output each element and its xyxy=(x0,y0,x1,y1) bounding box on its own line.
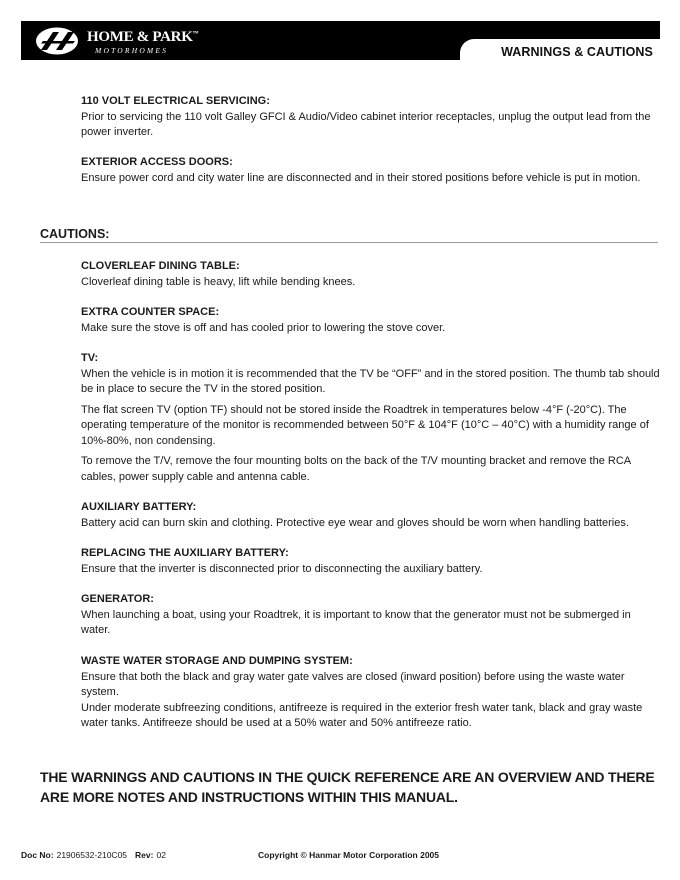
caution-auxiliary-battery xyxy=(81,500,661,531)
caution-dining-table xyxy=(81,259,661,290)
warning-title: 110 VOLT ELECTRICAL SERVICING: xyxy=(81,95,270,107)
warning-text: Ensure power cord and city water line are disconnected and in their stored positions before vehicle is put in motion. xyxy=(81,171,641,184)
cautions-heading: CAUTIONS: xyxy=(40,227,658,243)
caution-text: When the vehicle is in motion it is recommended that the TV be “OFF” and in the stored position. The thumb tab should be in place to secure the TV in the stored position. xyxy=(81,367,660,395)
revision-number: 02 xyxy=(156,850,166,860)
caution-title: GENERATOR: xyxy=(81,593,154,605)
caution-text: Cloverleaf dining table is heavy, lift while bending knees. xyxy=(81,275,356,288)
caution-generator xyxy=(81,592,661,639)
caution-text: Under moderate subfreezing conditions, antifreeze is required in the exterior fresh water tank, black and gray waste water tanks. Antifreeze should be used at a 50% water and 50% antifreeze ratio. xyxy=(81,701,643,729)
caution-title: TV: xyxy=(81,352,99,364)
caution-waste-water xyxy=(81,654,661,732)
caution-title: AUXILIARY BATTERY: xyxy=(81,501,197,513)
caution-tv xyxy=(81,351,661,485)
brand-subtitle: MOTORHOMES xyxy=(95,46,169,55)
copyright-notice: Copyright © Hanmar Motor Corporation 2005 xyxy=(258,850,440,860)
caution-replacing-battery xyxy=(81,546,661,577)
warning-electrical xyxy=(81,94,661,141)
caution-title: WASTE WATER STORAGE AND DUMPING SYSTEM: xyxy=(81,655,353,667)
caution-text: When launching a boat, using your Roadtrek, it is important to know that the generator must not be submerged in water. xyxy=(81,608,631,636)
caution-title: REPLACING THE AUXILIARY BATTERY: xyxy=(81,547,289,559)
brand-logo xyxy=(35,26,205,56)
section-title: WARNINGS & CAUTIONS xyxy=(501,45,653,59)
revision-label: Rev: xyxy=(135,850,154,860)
caution-text: The flat screen TV (option TF) should not be stored inside the Roadtrek in temperatures below -4°F (-20°C). The operating temperature of the monitor is recommended between 50°F & 104°F (10°C – 40°C) with a humidity range of 10%-80%, non condensing. xyxy=(81,403,649,447)
doc-number-label: Doc No: xyxy=(21,850,54,860)
doc-number: 21906532-210C05 xyxy=(56,850,128,860)
brand-emblem-icon xyxy=(35,26,83,56)
caution-text: To remove the T/V, remove the four mounting bolts on the back of the T/V mounting bracket and remove the RCA cables, power supply cable and antenna cable. xyxy=(81,455,631,483)
summary-notice: THE WARNINGS AND CAUTIONS IN THE QUICK REFERENCE ARE AN OVERVIEW AND THERE ARE MORE NOTES AND INSTRUCTIONS WITHIN THIS MANUAL. xyxy=(40,769,655,805)
caution-text: Ensure that the inverter is disconnected prior to disconnecting the auxiliary battery. xyxy=(81,562,483,575)
caution-text: Make sure the stove is off and has cooled prior to lowering the stove cover. xyxy=(81,321,446,334)
warning-text: Prior to servicing the 110 volt Galley GFCI & Audio/Video cabinet interior receptacles, unplug the output lead from the power inverter. xyxy=(81,110,651,138)
caution-text: Ensure that both the black and gray water gate valves are closed (inward position) before using the waste water system. xyxy=(81,670,625,698)
warning-title: EXTERIOR ACCESS DOORS: xyxy=(81,156,233,168)
caution-counter-space xyxy=(81,305,661,336)
caution-title: EXTRA COUNTER SPACE: xyxy=(81,306,220,318)
footer-doc-info xyxy=(21,850,174,860)
caution-text: Battery acid can burn skin and clothing. Protective eye wear and gloves should be worn when handling batteries. xyxy=(81,516,629,529)
warning-access-doors xyxy=(81,155,661,186)
brand-name: HOME & PARK™ xyxy=(87,29,199,45)
caution-title: CLOVERLEAF DINING TABLE: xyxy=(81,260,240,272)
